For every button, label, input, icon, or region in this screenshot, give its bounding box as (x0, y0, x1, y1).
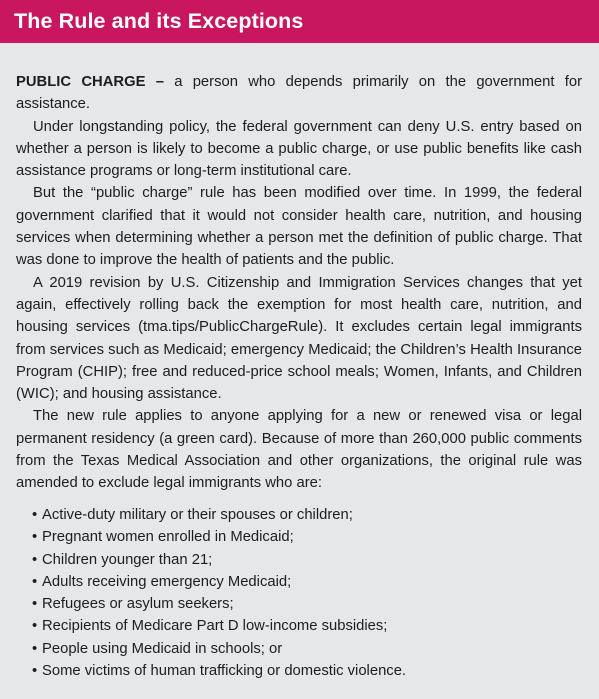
bullet-icon: • (32, 663, 38, 680)
list-item-text: Children younger than 21; (42, 551, 213, 568)
bullet-icon: • (32, 573, 38, 590)
bullet-icon: • (32, 640, 38, 657)
definition-text: a person who depends primarily on the government for assistance. (16, 74, 582, 113)
bullet-icon: • (32, 507, 38, 523)
list-item (32, 660, 572, 682)
bullet-icon: • (32, 529, 38, 546)
bullet-icon: • (32, 551, 38, 568)
header-bar (0, 0, 599, 43)
list-item-text: Refugees or asylum seekers; (42, 596, 234, 613)
list-item-text: Recipients of Medicare Part D low-income subsidies; (42, 618, 388, 635)
list-item-text: Active-duty military or their spouses or children; (42, 507, 353, 523)
bullet-icon: • (32, 596, 38, 613)
list-item (32, 593, 572, 615)
paragraph-policy: Under longstanding policy, the federal government can deny U.S. entry based on whether a person is likely to become a public charge, or use public benefits like cash assistance programs or long-term institutional care. (16, 118, 582, 180)
paragraph-new-rule: The new rule applies to anyone applying for a new or renewed visa or legal permanent residency (a green card). Because of more than 260,000 public comments from the Texas Medical Association and other organizations, the original rule was amended to exclude legal immigrants who are: (16, 408, 582, 492)
paragraph-history: But the “public charge” rule has been modified over time. In 1999, the federal government clarified that it would not consider health care, nutrition, and housing services when determining whether a person met the definition of public charge. That was done to improve the health of patients and the public. (16, 185, 582, 269)
definition-term: PUBLIC CHARGE – (16, 74, 164, 90)
list-item-text: Some victims of human trafficking or domestic violence. (42, 663, 407, 680)
list-item-text: Pregnant women enrolled in Medicaid; (42, 529, 294, 546)
exceptions-list (32, 504, 572, 682)
list-item (32, 526, 572, 548)
list-item (32, 638, 572, 660)
bullet-icon: • (32, 618, 38, 635)
list-item-text: Adults receiving emergency Medicaid; (42, 573, 292, 590)
article-body (16, 71, 582, 495)
list-item (32, 504, 572, 526)
paragraph-revision: A 2019 revision by U.S. Citizenship and Immigration Services changes that yet again, effectively rolling back the exemption for most health care, nutrition, and housing services (tma.tips/PublicChargeRule). It excludes certain legal immigrants from services such as Medicaid; emergency Medicaid; the Children’s Health Insurance Program (CHIP); free and reduced-price school meals; Women, Infants, and Children (WIC); and housing assistance. (16, 274, 582, 403)
list-item-text: People using Medicaid in schools; or (42, 640, 283, 657)
definition-paragraph (16, 71, 582, 116)
list-item (32, 615, 572, 637)
list-item (32, 549, 572, 571)
list-item (32, 571, 572, 593)
panel-title: The Rule and its Exceptions (14, 9, 304, 33)
